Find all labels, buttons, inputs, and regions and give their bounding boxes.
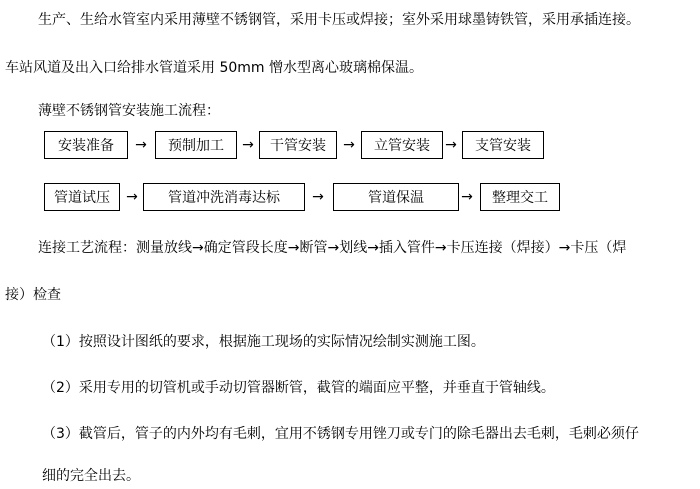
flow-step-riser: 立管安装 xyxy=(361,131,443,159)
flow-arrow: → xyxy=(242,137,254,153)
flow-step-handover: 整理交工 xyxy=(480,183,560,211)
paragraph-1: 生产、生给水管室内采用薄壁不锈钢管，采用卡压或焊接；室外采用球墨铸铁管，采用承插连接。 xyxy=(38,12,640,28)
flow-step-main-pipe: 干管安装 xyxy=(259,131,337,159)
flow-arrow: → xyxy=(445,137,457,153)
flow-step-insulation: 管道保温 xyxy=(333,183,459,211)
flow-step-prepare: 安装准备 xyxy=(44,131,128,159)
flow-step-branch: 支管安装 xyxy=(462,131,544,159)
flow-step-pressure-test: 管道试压 xyxy=(44,183,120,211)
list-item-3-line1: （3）截管后，管子的内外均有毛刺，宜用不锈钢专用锉刀或专门的除毛器出去毛刺，毛刺必须仔 xyxy=(42,426,639,442)
list-item-3-line2: 细的完全出去。 xyxy=(42,468,140,484)
list-item-2: （2）采用专用的切管机或手动切管器断管，截管的端面应平整，并垂直于管轴线。 xyxy=(42,380,555,396)
flow-step-flush-disinfect: 管道冲洗消毒达标 xyxy=(143,183,305,211)
flow-step-prefabricate: 预制加工 xyxy=(155,131,237,159)
list-item-1: （1）按照设计图纸的要求，根据施工现场的实际情况绘制实测施工图。 xyxy=(42,334,485,350)
flow-arrow: → xyxy=(126,189,138,205)
paragraph-2: 车站风道及出入口给排水管道采用 50mm 憎水型离心玻璃棉保温。 xyxy=(5,60,423,76)
flow-arrow: → xyxy=(135,137,147,153)
flow-heading: 薄壁不锈钢管安装施工流程： xyxy=(38,103,220,119)
process-paragraph-line1: 连接工艺流程：测量放线→确定管段长度→断管→划线→插入管件→卡压连接（焊接）→卡压（焊 xyxy=(38,240,627,256)
flow-arrow: → xyxy=(312,189,324,205)
flow-arrow: → xyxy=(461,189,473,205)
flow-arrow: → xyxy=(343,137,355,153)
process-paragraph-line2: 接）检查 xyxy=(5,287,61,303)
